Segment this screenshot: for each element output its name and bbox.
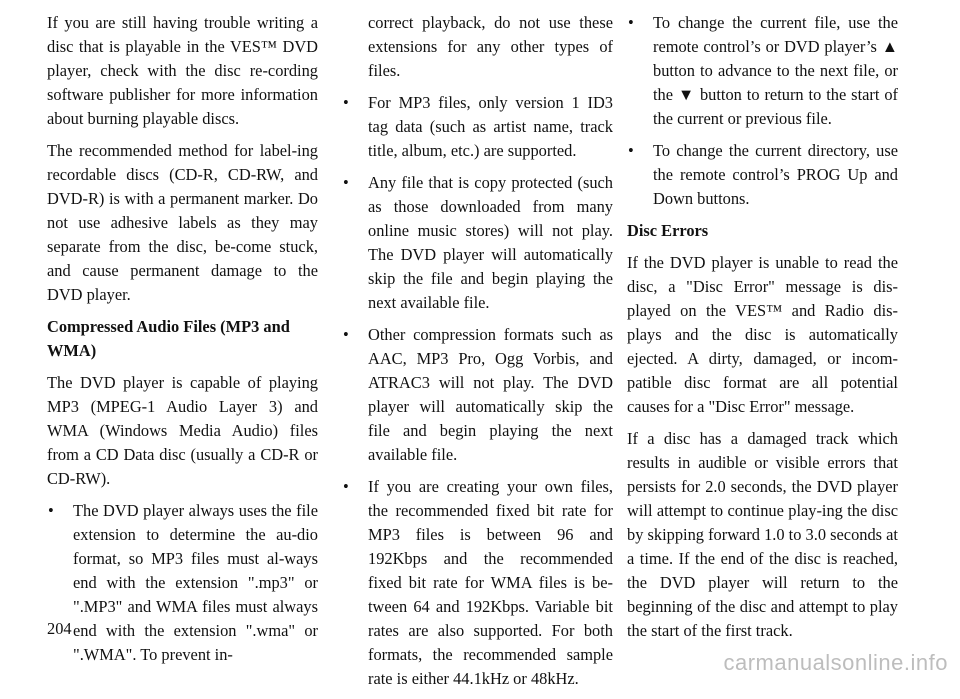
paragraph-disc-error-message: If the DVD player is unable to read the disc, a "Disc Error" message is dis-played on the VES™ and Radio dis-plays and the disc is automatically ejected. A dirty, damaged, or incom-patible disc format are all potential causes for a "Disc Error" message. — [627, 253, 898, 416]
bullet-text-other-formats: Other compression formats such as AAC, MP3 Pro, Ogg Vorbis, and ATRAC3 will not play. The DVD player will automatically skip the file and begin playing the next available file. — [368, 325, 613, 464]
heading-compressed-audio: Compressed Audio Files (MP3 and WMA) — [47, 317, 290, 360]
paragraph-labeling-discs: The recommended method for label-ing recordable discs (CD-R, CD-RW, and DVD-R) is with a permanent marker. Do not use adhesive labels as they may separate from the disc, be-come stuck, and cause permanent damage to the DVD player. — [47, 141, 318, 304]
bullet-text-bit-rate: If you are creating your own files, the recommended fixed bit rate for MP3 files is between 96 and 192Kbps and the recommended fixed bit rate for WMA files is be-tween 64 and 192Kbps. Variable bit rates are also supported. For both formats, the recommended sample rate is either 44.1kHz or 48kHz. — [368, 477, 613, 688]
bullet-list-audio-files-continued — [342, 11, 613, 691]
paragraph-damaged-track: If a disc has a damaged track which results in audible or visible errors that persists for 2.0 seconds, the DVD player will attempt to continue play-ing the disc by skipping forward 1.0 to 3.0 seconds at a time. If the end of the disc is reached, the DVD player will return to the beginning of the disc and attempt to play the start of the first track. — [627, 429, 898, 640]
bullet-text-id3-tags: For MP3 files, only version 1 ID3 tag data (such as artist name, track title, album, etc.) are supported. — [368, 93, 613, 160]
paragraph-trouble-writing: If you are still having trouble writing a disc that is playable in the VES™ DVD player, check with the disc re-cording software publisher for more information about burning playable discs. — [47, 13, 318, 128]
bullet-icon: • — [343, 477, 349, 496]
bullet-list-audio-files — [47, 499, 318, 667]
watermark-text: carmanualsonline.info — [723, 650, 948, 675]
list-item-continued — [342, 11, 613, 83]
text-column-middle — [342, 11, 613, 699]
bullet-text-file-extension-continued: correct playback, do not use these extensions for any other types of files. — [368, 13, 613, 80]
bullet-icon: • — [343, 173, 349, 192]
list-item — [342, 171, 613, 315]
bullet-list-navigation — [627, 11, 898, 211]
list-item — [342, 91, 613, 163]
bullet-icon: • — [343, 93, 349, 112]
bullet-text-file-extension: The DVD player always uses the file extension to determine the au-dio format, so MP3 files must al-ways end with the extension ".mp3" or ".MP3" and WMA files must always end with the extension ".wma" or ".WMA". To prevent in- — [73, 501, 318, 664]
bullet-icon: • — [628, 13, 634, 32]
bullet-icon: • — [628, 141, 634, 160]
list-item — [342, 475, 613, 691]
bullet-icon: • — [343, 325, 349, 344]
bullet-text-change-file: To change the current file, use the remote control’s or DVD player’s ▲ button to advance to the next file, or the ▼ button to return to the start of the current or previous file. — [653, 13, 898, 128]
text-column-left — [47, 11, 318, 675]
page-number: 204 — [47, 619, 72, 638]
paragraph-mp3-wma-support: The DVD player is capable of playing MP3 (MPEG-1 Audio Layer 3) and WMA (Windows Media Audio) files from a CD Data disc (usually a CD-R or CD-RW). — [47, 373, 318, 488]
list-item — [342, 323, 613, 467]
list-item — [627, 139, 898, 211]
list-item — [47, 499, 318, 667]
heading-disc-errors: Disc Errors — [627, 221, 709, 240]
bullet-text-change-directory: To change the current directory, use the remote control’s PROG Up and Down buttons. — [653, 141, 898, 208]
bullet-icon: • — [48, 501, 54, 520]
list-item — [627, 11, 898, 131]
text-column-right — [627, 11, 898, 643]
bullet-text-copy-protected: Any file that is copy protected (such as those downloaded from many online music stores) will not play. The DVD player will automatically skip the file and begin playing the next available file. — [368, 173, 613, 312]
